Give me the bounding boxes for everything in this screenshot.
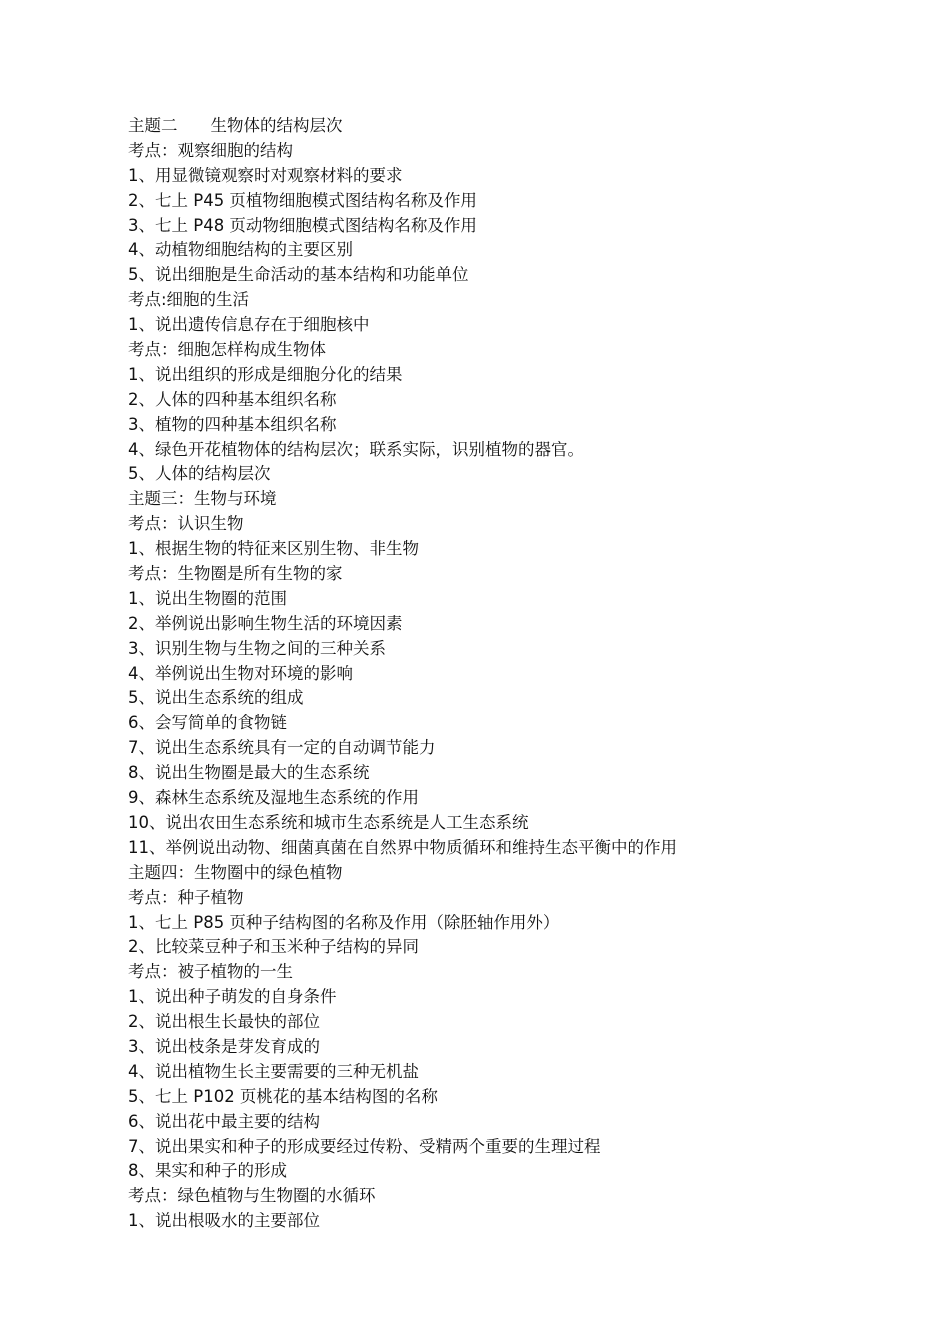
list-item: 1、七上 P85 页种子结构图的名称及作用（除胚轴作用外） xyxy=(128,912,560,932)
topic-heading: 考点：种子植物 xyxy=(128,887,244,907)
list-item: 1、根据生物的特征来区别生物、非生物 xyxy=(128,539,419,559)
list-item: 3、说出枝条是芽发育成的 xyxy=(128,1036,320,1056)
list-item: 3、识别生物与生物之间的三种关系 xyxy=(128,638,386,658)
list-item: 3、七上 P48 页动物细胞模式图结构名称及作用 xyxy=(128,215,477,235)
list-item: 1、说出种子萌发的自身条件 xyxy=(128,987,337,1007)
topic-heading: 考点：被子植物的一生 xyxy=(128,962,293,982)
document-body xyxy=(128,114,908,1234)
list-item: 5、七上 P102 页桃花的基本结构图的名称 xyxy=(128,1086,438,1106)
topic-heading: 考点:细胞的生活 xyxy=(128,290,250,310)
list-item: 5、说出细胞是生命活动的基本结构和功能单位 xyxy=(128,265,469,285)
topic-heading: 考点：细胞怎样构成生物体 xyxy=(128,340,326,360)
list-item: 2、人体的四种基本组织名称 xyxy=(128,389,337,409)
list-item: 4、说出植物生长主要需要的三种无机盐 xyxy=(128,1061,419,1081)
list-item: 8、果实和种子的形成 xyxy=(128,1161,287,1181)
list-item: 6、说出花中最主要的结构 xyxy=(128,1111,320,1131)
topic-heading: 考点：认识生物 xyxy=(128,514,244,534)
section-heading: 主题二 生物体的结构层次 xyxy=(128,116,343,135)
list-item: 3、植物的四种基本组织名称 xyxy=(128,414,337,434)
section-heading: 主题四：生物圈中的绿色植物 xyxy=(128,862,343,882)
list-item: 4、绿色开花植物体的结构层次；联系实际，识别植物的器官。 xyxy=(128,439,584,459)
list-item: 4、举例说出生物对环境的影响 xyxy=(128,663,353,683)
list-item: 11、举例说出动物、细菌真菌在自然界中物质循环和维持生态平衡中的作用 xyxy=(128,837,677,857)
topic-heading: 考点：绿色植物与生物圈的水循环 xyxy=(128,1186,376,1206)
list-item: 5、说出生态系统的组成 xyxy=(128,688,304,708)
list-item: 4、动植物细胞结构的主要区别 xyxy=(128,240,353,260)
list-item: 1、说出生物圈的范围 xyxy=(128,588,287,608)
list-item: 2、说出根生长最快的部位 xyxy=(128,1012,320,1032)
list-item: 8、说出生物圈是最大的生态系统 xyxy=(128,763,370,783)
topic-heading: 考点：生物圈是所有生物的家 xyxy=(128,564,343,584)
list-item: 1、说出组织的形成是细胞分化的结果 xyxy=(128,364,403,384)
list-item: 7、说出果实和种子的形成要经过传粉、受精两个重要的生理过程 xyxy=(128,1136,601,1156)
list-item: 5、人体的结构层次 xyxy=(128,464,271,484)
topic-heading: 考点：观察细胞的结构 xyxy=(128,140,293,160)
list-item: 9、森林生态系统及湿地生态系统的作用 xyxy=(128,788,419,808)
list-item: 10、说出农田生态系统和城市生态系统是人工生态系统 xyxy=(128,812,529,832)
section-heading: 主题三：生物与环境 xyxy=(128,489,277,509)
list-item: 7、说出生态系统具有一定的自动调节能力 xyxy=(128,738,436,758)
list-item: 2、七上 P45 页植物细胞模式图结构名称及作用 xyxy=(128,190,477,210)
list-item: 1、用显微镜观察时对观察材料的要求 xyxy=(128,165,403,185)
list-item: 2、比较菜豆种子和玉米种子结构的异同 xyxy=(128,937,419,957)
list-item: 6、会写简单的食物链 xyxy=(128,713,287,733)
list-item: 2、举例说出影响生物生活的环境因素 xyxy=(128,613,403,633)
list-item: 1、说出遗传信息存在于细胞核中 xyxy=(128,315,370,335)
list-item: 1、说出根吸水的主要部位 xyxy=(128,1211,320,1231)
